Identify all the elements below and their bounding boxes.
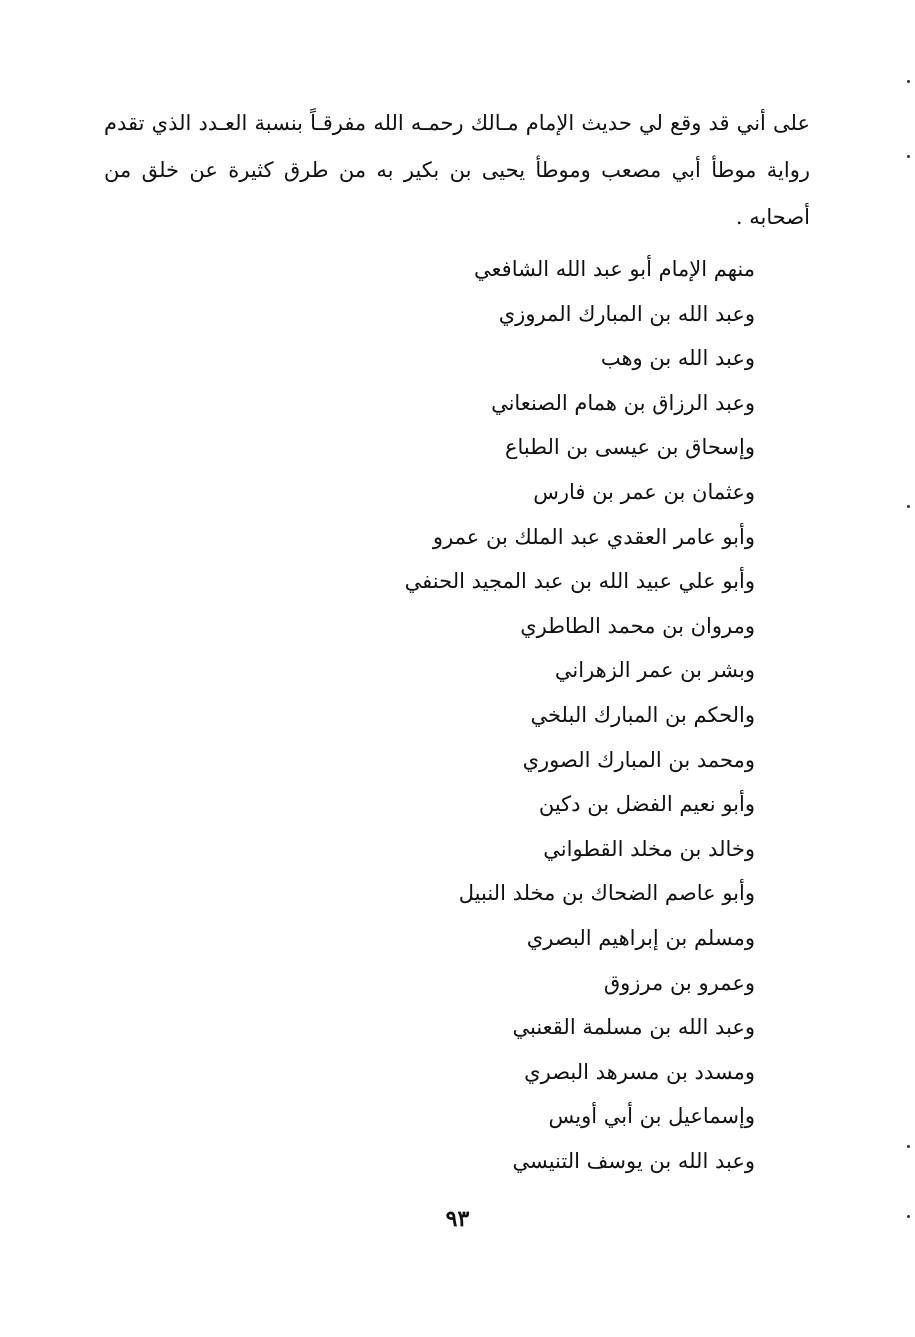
- narrator-line: وأبو نعيم الفضل بن دكين: [538, 792, 755, 817]
- intro-paragraph: على أني قد وقع لي حديث الإمام مـالك رحمـه الله مفرقـاً بنسبة العـدد الذي تقدم رواية موطأ أبي مصعب وموطأ يحيى بن بكير به من طرق كثيرة عن خلق من أصحابه .: [104, 111, 810, 229]
- narrator-line: وأبو عاصم الضحاك بن مخلد النبيل: [458, 881, 755, 906]
- narrator-line: منهم الإمام أبو عبد الله الشافعي: [474, 257, 755, 281]
- narrator-line: وعبد الله بن يوسف التنيسي: [512, 1148, 755, 1173]
- narrator-line: وعبد الله بن وهب: [600, 346, 755, 371]
- narrator-line: وإسماعيل بن أبي أويس: [548, 1104, 755, 1129]
- narrator-line: ومسدد بن مسرهد البصري: [524, 1059, 755, 1084]
- page-number: ٩٣: [445, 1206, 470, 1232]
- narrator-line: وأبو عامر العقدي عبد الملك بن عمرو: [432, 524, 755, 549]
- narrator-line: وعبد الله بن مسلمة القعنبي: [512, 1015, 755, 1040]
- narrator-line: وبشر بن عمر الزهراني: [554, 658, 755, 683]
- narrator-line: ومحمد بن المبارك الصوري: [522, 747, 755, 772]
- scan-speck: [907, 505, 910, 508]
- narrator-line: وعثمان بن عمر بن فارس: [533, 479, 755, 504]
- narrator-line: وإسحاق بن عيسى بن الطباع: [504, 435, 755, 460]
- narrator-line: وأبو علي عبيد الله بن عبد المجيد الحنفي: [404, 569, 755, 594]
- scan-speck: [907, 1215, 910, 1218]
- narrator-line: وعبد الرزاق بن همام الصنعاني: [491, 390, 755, 415]
- narrators-list: [155, 247, 755, 1183]
- narrator-line: والحكم بن المبارك البلخي: [530, 702, 755, 727]
- narrator-line: وعبد الله بن المبارك المروزي: [498, 301, 755, 326]
- narrator-line: وخالد بن مخلد القطواني: [543, 836, 755, 861]
- narrator-line: ومسلم بن إبراهيم البصري: [526, 925, 755, 950]
- narrator-line: وعمرو بن مرزوق: [603, 970, 755, 995]
- narrator-line: ومروان بن محمد الطاطري: [520, 613, 755, 638]
- scan-speck: [907, 80, 910, 83]
- scan-speck: [907, 1145, 910, 1148]
- scan-speck: [907, 155, 910, 158]
